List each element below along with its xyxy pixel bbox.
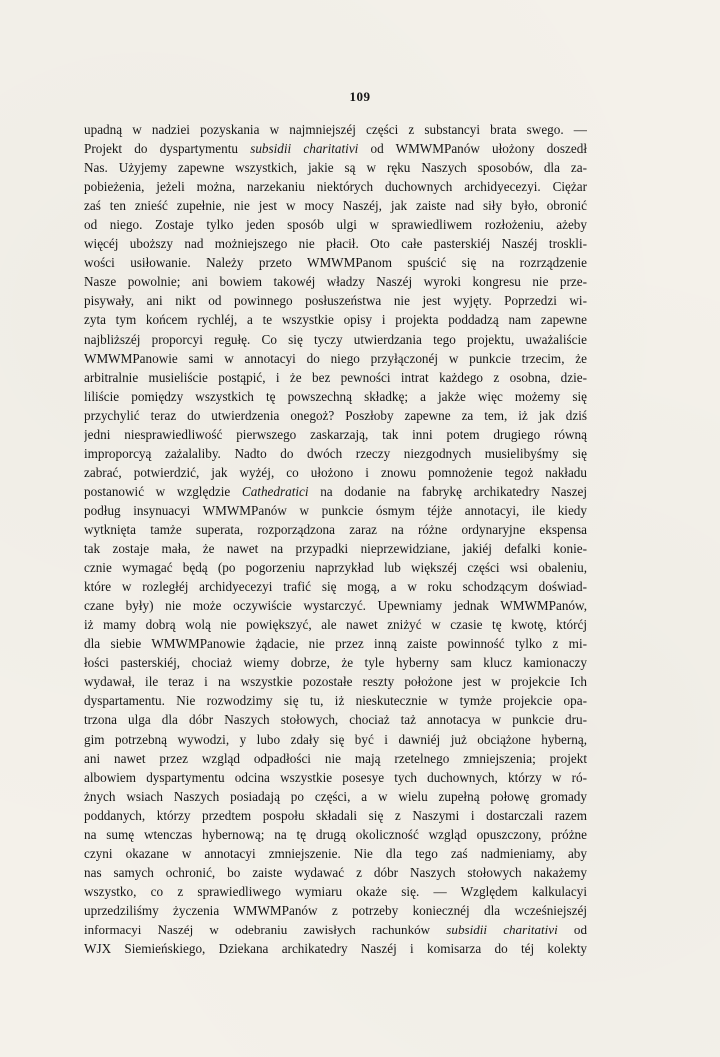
text-line xyxy=(84,939,587,958)
text-line xyxy=(84,672,587,691)
italic-phrase: subsidii charitativi xyxy=(446,921,558,937)
text-line xyxy=(84,882,587,901)
text-segment: tak zostaje mała, że nawet na przypadki nieprzewidziane, jakiéj defalki koniе- xyxy=(84,541,587,557)
text-line xyxy=(84,596,587,615)
text-segment: przychylić teraz do utwierdzenia onegoż? Poszłoby zapewne za tem, iż jak dziś xyxy=(84,407,587,423)
text-segment: poddanych, którzy przedtem pospołu składali się z Naszymi i dostarczali razem xyxy=(84,807,587,823)
text-line xyxy=(84,310,587,329)
text-line xyxy=(84,330,587,349)
text-segment: pobieżenia, jeżeli można, narzekaniu niektórych duchownych archidyecezyi. Ciężar xyxy=(84,179,587,195)
text-segment: dla siebie WMWMPanowie żądacie, nie przez inną zaiste powinność tylko z mi- xyxy=(84,636,587,652)
text-segment: trzona ulga dla dóbr Naszych stołowych, chociaż taż annotacya w punkcie dru- xyxy=(84,712,587,728)
text-line xyxy=(84,825,587,844)
text-segment: na sumę wtenczas hybernową; na tę drugą okoliczność wzgląd opuszczony, próżne xyxy=(84,826,587,842)
text-segment: Projekt do dyspartymentu xyxy=(84,141,251,157)
text-line xyxy=(84,253,587,272)
text-line xyxy=(84,710,587,729)
text-line xyxy=(84,691,587,710)
text-segment: liliście pomiędzy wszystkich tę powszechną składkę; a jakże więc możemy się xyxy=(84,388,587,404)
text-line xyxy=(84,806,587,825)
text-segment: gim potrzebną wywodzi, y lubo zdały się być i dawniéj już obciążone hyberną, xyxy=(84,731,587,747)
text-segment: wszystko, co z sprawiedliwego wymiaru okaże się. — Względem kalkulacyi xyxy=(84,883,587,899)
text-line xyxy=(84,749,587,768)
text-segment: albowiem dyspartymentu odcina wszystkie posesye tych duchownych, którzy w ró- xyxy=(84,769,587,785)
text-segment: wości usiłowanie. Należy przeto WMWMPanom spuścić się na rozrządzenie xyxy=(84,255,587,271)
text-segment: od WMWMPanów ułożony doszedł xyxy=(358,141,587,157)
text-line xyxy=(84,653,587,672)
text-segment: czane były) nie może oczywiście wystarczyć. Upewniamy jednak WMWMPanów, xyxy=(84,598,587,614)
text-segment: WMWMPanowie sami w annotacyi do niego przyłączonéj w punkcie trzecim, że xyxy=(84,350,587,366)
text-segment: zabrać, potwierdzić, jak wyżéj, co ułożono i znowu pomnożenie tegoż nakładu xyxy=(84,464,587,480)
text-segment: iż mamy dobrą wolą nie powiększyć, ale nawet zniżyć w czasie tę kwotę, którćj xyxy=(84,617,587,633)
text-line xyxy=(84,215,587,234)
text-line xyxy=(84,234,587,253)
text-segment: improporcyą zażalaliby. Nadto do dwóch rzeczy niezgodnych musielibyśmy się xyxy=(84,445,587,461)
text-line xyxy=(84,158,587,177)
text-segment: dyspartamentu. Nie rozwodzimy się tu, iż nieskutecznie w tymże projekcie opa- xyxy=(84,693,587,709)
text-segment: ani nawet przez wzgląd odpadłości nie mają rzetelnego zmniejszenia; projekt xyxy=(84,750,587,766)
text-segment: zaś ten znieść zupełnie, nie jest w mocy Naszéj, jak zaiste nad siły było, obronić xyxy=(84,198,587,214)
text-segment: cznie wymagać będą (po pogorzeniu naprzykład lub większéj części wsi obaleniu, xyxy=(84,560,587,576)
text-line xyxy=(84,463,587,482)
text-segment: najbliższéj proporcyi regułę. Co się tyczy utwierdzania tego projektu, uważaliście xyxy=(84,331,587,347)
text-line xyxy=(84,139,587,158)
text-segment: więcéj uboższy nad możniejszego nie płacił. Oto całe pasterskiéj Naszéj troskli- xyxy=(84,236,587,252)
text-segment: żnych wsiach Naszych posiadają po części, a w wielu zupełną połowę gromady xyxy=(84,788,587,804)
text-line xyxy=(84,120,587,139)
page-number: 109 xyxy=(349,89,371,104)
text-segment: pisywały, ani nikt od powinnego posłuszeństwa nie jest wyjęty. Poprzedzi wi- xyxy=(84,293,587,309)
text-segment: jedni niesprawiedliwość pierwszego zaskarzają, tak inni potem drugiego równą xyxy=(84,426,587,442)
italic-phrase: subsidii charitativi xyxy=(250,141,359,157)
text-segment: wytknięta tamże superata, rozporządzona zaraz na różne ordynaryjne ekspensa xyxy=(84,521,587,537)
text-segment: które w rozległéj archidyecezyi trafić się mogą, a w roku schodzącym doświad- xyxy=(84,579,587,595)
text-segment: zyta tym końcem rychléj, a te wszystkie opisy i projekta poddadzą nam zapewne xyxy=(84,312,587,328)
text-line xyxy=(84,920,587,939)
text-line xyxy=(84,444,587,463)
text-line xyxy=(84,406,587,425)
text-segment: arbitralnie musieliście postąpić, i że bez pewności intrat każdego z osobna, dzie- xyxy=(84,369,587,385)
text-line xyxy=(84,501,587,520)
text-segment: łości pasterskiéj, chociaż wiemy dobrze, że tyle hyberny sam klucz kamionaczy xyxy=(84,655,587,671)
text-line xyxy=(84,520,587,539)
text-line xyxy=(84,634,587,653)
italic-phrase: Cathedratici xyxy=(241,483,309,499)
text-segment: WJX Siemieńskiego, Dziekana archikatedry Naszéj i komisarza do téj kolekty xyxy=(84,941,587,957)
text-segment: podług insynuacyi WMWMPanów w punkcie ósmym téjże annotacyi, ile kiedy xyxy=(84,502,587,518)
text-segment: postanowić w względzie xyxy=(84,483,242,499)
text-segment: na dodanie na fabrykę archikatedry Naszej xyxy=(308,483,587,499)
text-line xyxy=(84,787,587,806)
text-segment: Nasze powolnie; ani bowiem takowéj władzy Naszéj wyroki kongresu nie prze- xyxy=(84,274,587,290)
text-line xyxy=(84,577,587,596)
text-segment: od niego. Zostaje tylko jeden sposób ulgi w sprawiedliwem rozłożeniu, ażeby xyxy=(84,217,587,233)
body-text xyxy=(84,120,587,958)
text-line xyxy=(84,482,587,501)
text-line xyxy=(84,730,587,749)
text-line xyxy=(84,272,587,291)
text-segment: od xyxy=(557,921,587,937)
text-line xyxy=(84,901,587,920)
text-line xyxy=(84,615,587,634)
text-segment: Nas. Użyjemy zapewne wszystkich, jakie są w ręku Naszych sposobów, dla za- xyxy=(84,160,587,176)
text-segment: informacyi Naszéj w odebraniu zawisłych rachunków xyxy=(84,921,447,937)
text-line xyxy=(84,387,587,406)
text-line xyxy=(84,177,587,196)
text-line xyxy=(84,558,587,577)
text-line xyxy=(84,844,587,863)
text-line xyxy=(84,349,587,368)
text-line xyxy=(84,425,587,444)
text-segment: czyni okazane w annotacyi zmniejszenie. Nie dla tego zaś nadmieniamy, aby xyxy=(84,845,587,861)
text-segment: nas samych ochronić, bo zaiste wydawać z dóbr Naszych stołowych nakażemy xyxy=(84,864,587,880)
text-line xyxy=(84,368,587,387)
text-segment: wydawał, ile teraz i na wszystkie pozostałe reszty położone jest w projekcie Ich xyxy=(84,674,587,690)
text-line xyxy=(84,196,587,215)
text-segment: upadną w nadziei pozyskania w najmniejszéj części z substancyi brata swego. — xyxy=(84,122,587,137)
text-line xyxy=(84,539,587,558)
text-line xyxy=(84,291,587,310)
text-line xyxy=(84,863,587,882)
text-line xyxy=(84,768,587,787)
text-segment: uprzedziliśmy życzenia WMWMPanów z potrzeby koniecznéj dla wcześniejszéj xyxy=(84,902,587,918)
